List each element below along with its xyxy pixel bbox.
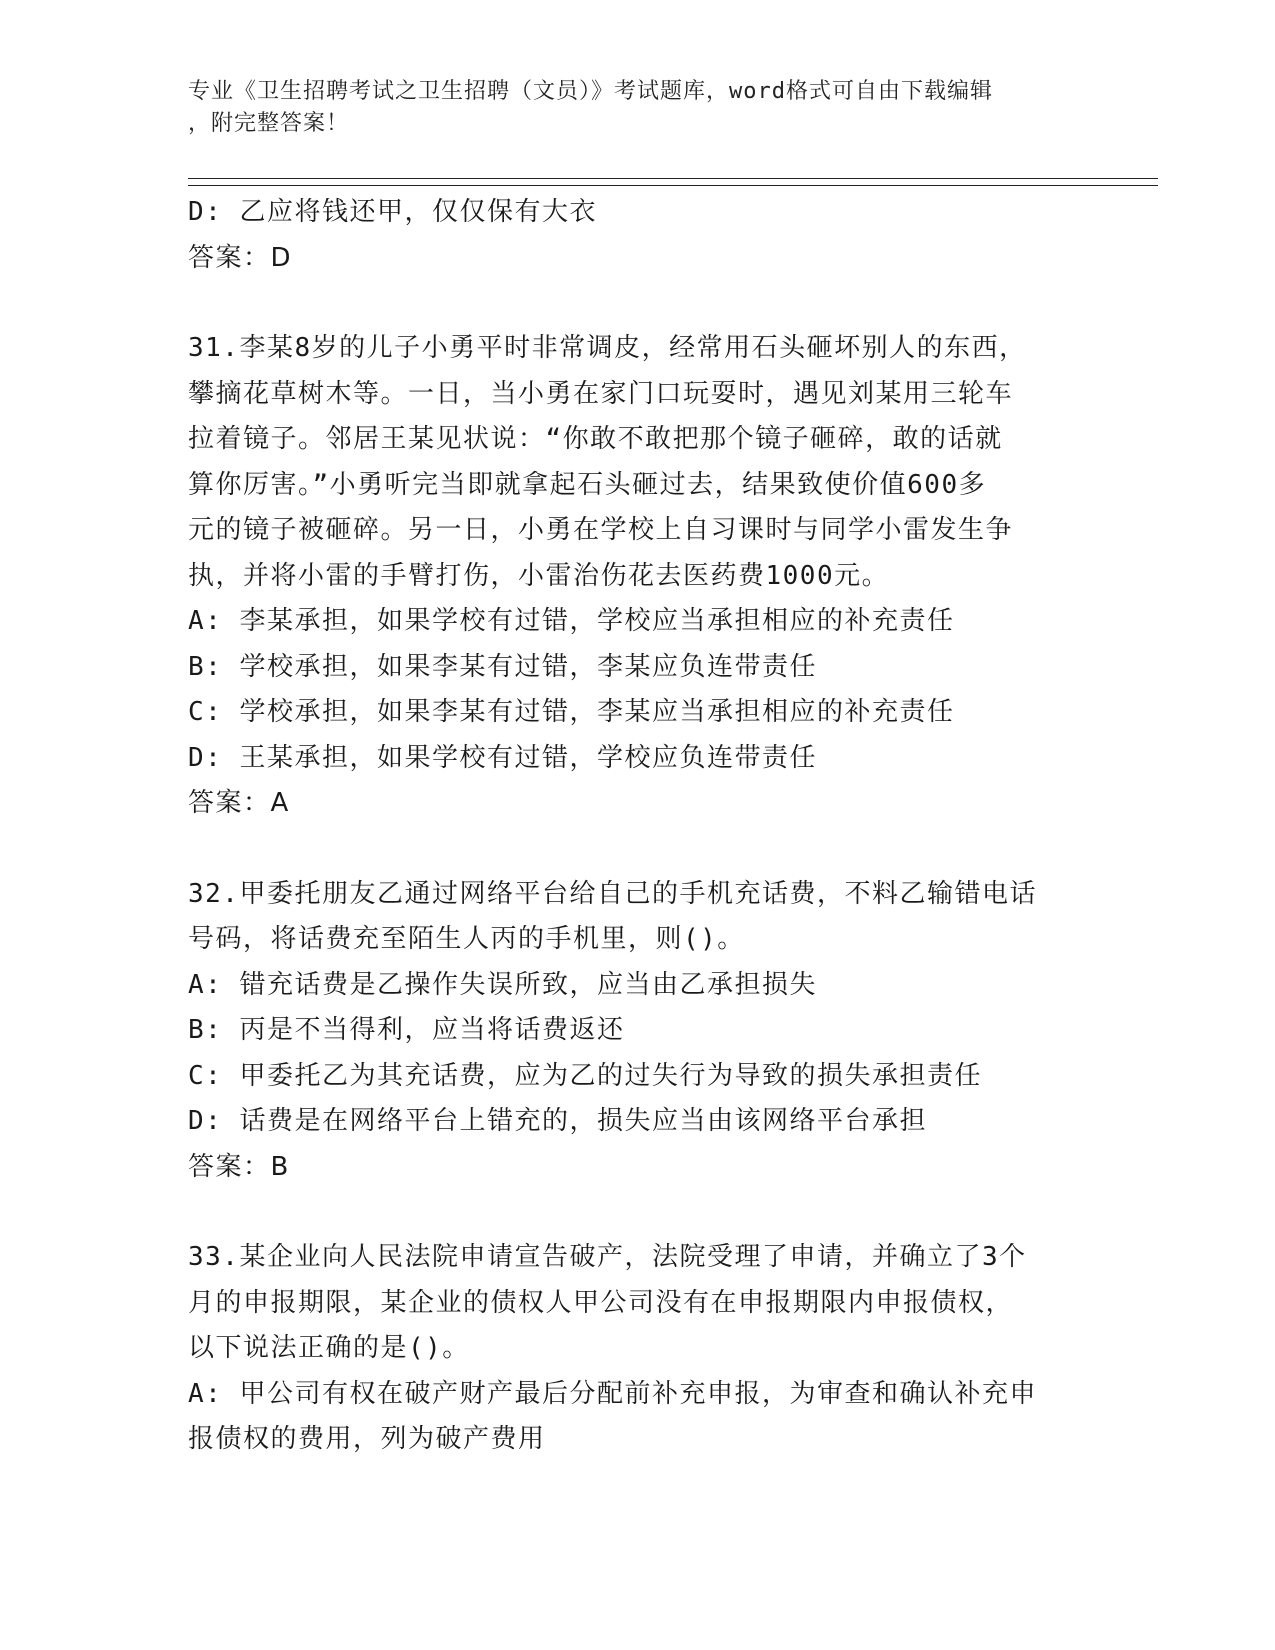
document-body: [188, 190, 1088, 1463]
question-32: [188, 872, 1088, 1191]
option-d: D: 话费是在网络平台上错充的，损失应当由该网络平台承担: [188, 1106, 927, 1136]
answer-label: 答案：D: [188, 242, 293, 273]
question-text-line: 33.某企业向人民法院申请宣告破产，法院受理了申请，并确立了3个: [188, 1242, 1027, 1272]
question-text-line: 执，并将小雷的手臂打伤，小雷治伤花去医药费1000元。: [188, 560, 890, 591]
option-d: D: 王某承担，如果学校有过错，学校应负连带责任: [188, 742, 817, 773]
question-text-line: 拉着镜子。邻居王某见状说：“你敢不敢把那个镜子砸碎，敢的话就: [188, 424, 1003, 454]
previous-question-tail: [188, 190, 1088, 281]
spacer: [188, 281, 1088, 326]
option-c: C: 甲委托乙为其充话费，应为乙的过失行为导致的损失承担责任: [188, 1060, 982, 1091]
option-a: A: 李某承担，如果学校有过错，学校应当承担相应的补充责任: [188, 606, 955, 636]
option-d: D: 乙应将钱还甲，仅仅保有大衣: [188, 197, 597, 227]
question-text-line: 32.甲委托朋友乙通过网络平台给自己的手机充话费，不料乙输错电话: [188, 878, 1037, 909]
question-text-line: 以下说法正确的是()。: [188, 1333, 470, 1363]
spacer: [188, 1190, 1088, 1235]
spacer: [188, 827, 1088, 872]
question-text-line: 算你厉害。”小勇听完当即就拿起石头砸过去，结果致使价值600多: [188, 469, 987, 500]
page-header: [188, 76, 1088, 140]
answer-label: 答案：A: [188, 788, 290, 818]
question-text-line: 攀摘花草树木等。一日，当小勇在家门口玩耍时，遇见刘某用三轮车: [188, 378, 1014, 409]
question-33: [188, 1235, 1088, 1463]
option-c: C: 学校承担，如果李某有过错，李某应当承担相应的补充责任: [188, 697, 955, 727]
option-b: B: 丙是不当得利，应当将话费返还: [188, 1015, 625, 1045]
option-a: A: 甲公司有权在破产财产最后分配前补充申报，为审查和确认补充申: [188, 1378, 1037, 1409]
question-text-line: 月的申报期限，某企业的债权人甲公司没有在申报期限内申报债权，: [188, 1287, 1014, 1318]
option-a-continued: 报债权的费用，列为破产费用: [188, 1424, 546, 1454]
question-text-line: 号码，将话费充至陌生人丙的手机里，则()。: [188, 924, 745, 954]
option-a: A: 错充话费是乙操作失误所致，应当由乙承担损失: [188, 969, 817, 1000]
question-31: [188, 326, 1088, 827]
question-text-line: 31.李某8岁的儿子小勇平时非常调皮，经常用石头砸坏别人的东西，: [188, 333, 1027, 363]
header-divider: [188, 178, 1158, 186]
question-text-line: 元的镜子被砸碎。另一日，小勇在学校上自习课时与同学小雷发生争: [188, 515, 1014, 545]
header-line-1: 专业《卫生招聘考试之卫生招聘（文员）》考试题库，word格式可自由下载编辑: [188, 79, 993, 104]
answer-label: 答案：B: [188, 1151, 290, 1182]
option-b: B: 学校承担，如果李某有过错，李某应负连带责任: [188, 651, 817, 682]
header-line-2: ，附完整答案！: [188, 111, 350, 136]
